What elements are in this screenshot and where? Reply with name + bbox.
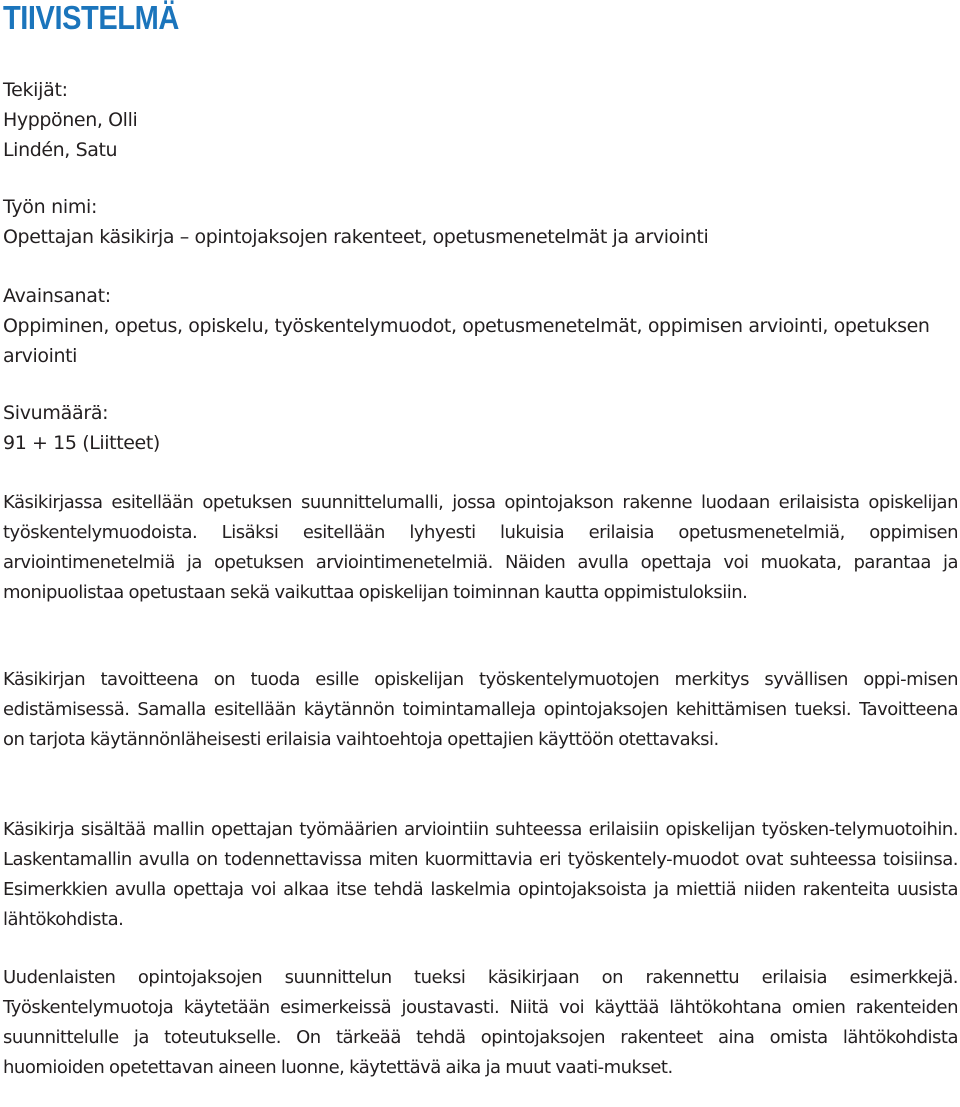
work-name-label: Työn nimi: <box>3 196 98 218</box>
abstract-paragraph: Käsikirja sisältää mallin opettajan työmäärien arviointiin suhteessa erilaisiin opiskelijan työsken-telymuotoihin. Laskentamallin avulla on todennettavissa miten kuormittavia eri työskentely-muodot ovat suhteessa toisiinsa. Esimerkkien avulla opettaja voi alkaa itse tehdä laskelmia opintojaksoista ja miettiä niiden rakenteita uusista lähtökohdista. <box>3 819 958 930</box>
author-name: Lindén, Satu <box>3 139 118 161</box>
authors-label: Tekijät: <box>3 79 68 101</box>
abstract-paragraph: Käsikirjan tavoitteena on tuoda esille opiskelijan työskentelymuotojen merkitys syvällisen oppi-misen edistämisessä. Samalla esitellään käytännön toimintamalleja opintojaksojen kehittämisen tueksi. Tavoitteena on tarjota käytännönläheisesti erilaisia vaihtoehtoja opettajien käyttöön otettavaksi. <box>3 669 958 750</box>
abstract-paragraph: Uudenlaisten opintojaksojen suunnittelun tueksi käsikirjaan on rakennettu erilaisia esimerkkejä. Työskentelymuotoja käytetään esimerkeissä joustavasti. Niitä voi käyttää lähtökohtana omien rakenteiden suunnittelulle ja toteutukselle. On tärkeää tehdä opintojaksojen rakenteet aina omista lähtökohdista huomioiden opetettavan aineen luonne, käytettävä aika ja muut vaati-mukset. <box>3 967 958 1078</box>
page-count-value: 91 + 15 (Liitteet) <box>3 432 160 454</box>
abstract-paragraph: Käsikirjassa esitellään opetuksen suunnittelumalli, jossa opintojakson rakenne luodaan erilaisista opiskelijan työskentelymuodoista. Lisäksi esitellään lyhyesti lukuisia erilaisia opetusmenetelmiä, oppimisen arviointimenetelmiä ja opetuksen arviointimenetelmiä. Näiden avulla opettaja voi muokata, parantaa ja monipuolistaa opetustaan sekä vaikuttaa opiskelijan toiminnan kautta oppimistuloksiin. <box>3 492 958 603</box>
work-name-section <box>3 192 958 252</box>
keywords-label: Avainsanat: <box>3 285 111 307</box>
keywords-value: Oppiminen, opetus, opiskelu, työskentelymuodot, opetusmenetelmät, oppimisen arviointi, opetuksen arviointi <box>3 315 930 367</box>
document-title: TIIVISTELMÄ <box>3 0 179 36</box>
keywords-section <box>3 281 958 371</box>
work-name-value: Opettajan käsikirja – opintojaksojen rakenteet, opetusmenetelmät ja arviointi <box>3 226 709 248</box>
page-count-label: Sivumäärä: <box>3 402 109 424</box>
page-count-section <box>3 398 958 458</box>
authors-section <box>3 75 958 165</box>
author-name: Hyppönen, Olli <box>3 109 138 131</box>
